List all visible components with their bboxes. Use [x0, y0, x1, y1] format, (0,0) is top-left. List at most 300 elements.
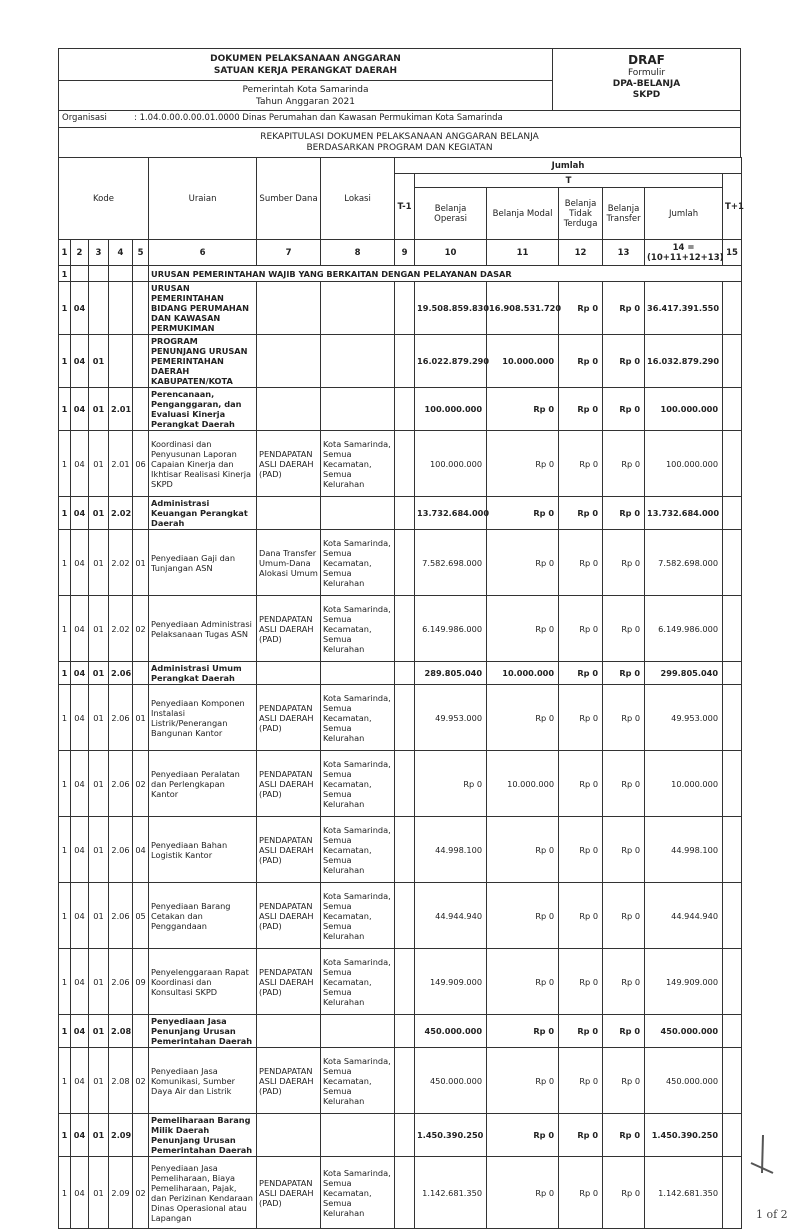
t-minus-1-cell	[395, 497, 415, 530]
table-row	[59, 1015, 742, 1048]
t-plus-1-cell	[723, 282, 742, 335]
kode-cell	[133, 1114, 149, 1157]
t-minus-1-cell	[395, 282, 415, 335]
title-line-2: SATUAN KERJA PERANGKAT DAERAH	[213, 66, 398, 76]
col-lokasi: Lokasi	[321, 158, 395, 240]
jumlah-cell: 100.000.000	[645, 388, 723, 431]
formulir-label: Formulir	[627, 68, 666, 78]
jumlah-cell: 13.732.684.000	[645, 497, 723, 530]
organisasi-value: : 1.04.0.00.0.00.01.0000 Dinas Perumahan dan Kawasan Permukiman Kota Samarinda	[134, 113, 503, 123]
belanja-modal-cell: Rp 0	[487, 1114, 559, 1157]
belanja-transfer-cell: Rp 0	[603, 949, 645, 1015]
kode-cell: 1	[59, 282, 71, 335]
uraian-cell: Penyediaan Administrasi Pelaksanaan Tugas ASN	[149, 596, 257, 662]
col-belanja-tidak-terduga: Belanja Tidak Terduga	[559, 188, 603, 240]
kode-cell: 01	[89, 685, 109, 751]
header-left	[59, 49, 553, 110]
belanja-transfer-cell: Rp 0	[603, 751, 645, 817]
organisasi-label: Organisasi	[62, 113, 107, 123]
table-row	[59, 596, 742, 662]
t-plus-1-cell	[723, 1157, 742, 1229]
kode-cell	[133, 662, 149, 685]
t-minus-1-cell	[395, 1157, 415, 1229]
table-row	[59, 497, 742, 530]
uraian-cell: Penyediaan Jasa Komunikasi, Sumber Daya Air dan Listrik	[149, 1048, 257, 1114]
belanja-modal-cell: 10.000.000	[487, 662, 559, 685]
belanja-transfer-cell: Rp 0	[603, 530, 645, 596]
kode-cell	[133, 266, 149, 282]
col-t: T	[415, 174, 723, 188]
uraian-cell: URUSAN PEMERINTAHAN BIDANG PERUMAHAN DAN KAWASAN PERMUKIMAN	[149, 282, 257, 335]
kode-cell: 01	[89, 949, 109, 1015]
jumlah-cell: 100.000.000	[645, 431, 723, 497]
kode-cell: 01	[89, 817, 109, 883]
belanja-operasi-cell: 450.000.000	[415, 1048, 487, 1114]
kode-cell: 1	[59, 817, 71, 883]
uraian-cell: Penyediaan Komponen Instalasi Listrik/Penerangan Bangunan Kantor	[149, 685, 257, 751]
jumlah-cell: 450.000.000	[645, 1048, 723, 1114]
belanja-tidak-terduga-cell: Rp 0	[559, 685, 603, 751]
lokasi-cell	[321, 1015, 395, 1048]
kode-cell: 1	[59, 1157, 71, 1229]
kode-cell: 05	[133, 883, 149, 949]
jumlah-cell: 1.450.390.250	[645, 1114, 723, 1157]
belanja-operasi-cell: 1.142.681.350	[415, 1157, 487, 1229]
t-minus-1-cell	[395, 431, 415, 497]
belanja-modal-cell: Rp 0	[487, 497, 559, 530]
jumlah-cell: 36.417.391.550	[645, 282, 723, 335]
skpd-label: SKPD	[632, 90, 661, 100]
belanja-operasi-cell: Rp 0	[415, 751, 487, 817]
belanja-operasi-cell: 13.732.684.000	[415, 497, 487, 530]
belanja-transfer-cell: Rp 0	[603, 282, 645, 335]
sumber-dana-cell: PENDAPATAN ASLI DAERAH (PAD)	[257, 817, 321, 883]
t-plus-1-cell	[723, 662, 742, 685]
column-number: 2	[71, 240, 89, 266]
kode-cell: 01	[89, 596, 109, 662]
kode-cell	[71, 266, 89, 282]
jumlah-cell: 44.944.940	[645, 883, 723, 949]
belanja-operasi-cell: 100.000.000	[415, 431, 487, 497]
sumber-dana-cell: PENDAPATAN ASLI DAERAH (PAD)	[257, 949, 321, 1015]
kode-cell: 1	[59, 431, 71, 497]
jumlah-cell: 7.582.698.000	[645, 530, 723, 596]
uraian-cell: URUSAN PEMERINTAHAN WAJIB YANG BERKAITAN DENGAN PELAYANAN DASAR	[149, 266, 742, 282]
budget-table	[58, 157, 742, 1229]
belanja-operasi-cell: 16.022.879.290	[415, 335, 487, 388]
belanja-modal-cell: Rp 0	[487, 388, 559, 431]
t-plus-1-cell	[723, 335, 742, 388]
kode-cell	[133, 1015, 149, 1048]
kode-cell: 01	[89, 530, 109, 596]
table-row	[59, 282, 742, 335]
sumber-dana-cell: Dana Transfer Umum-Dana Alokasi Umum	[257, 530, 321, 596]
uraian-cell: Penyediaan Jasa Penunjang Urusan Pemerintahan Daerah	[149, 1015, 257, 1048]
col-t-minus-1: T-1	[395, 174, 415, 240]
uraian-cell: Penyediaan Gaji dan Tunjangan ASN	[149, 530, 257, 596]
kode-cell	[133, 388, 149, 431]
pemda-label: Pemerintah Kota Samarinda	[242, 85, 369, 95]
lokasi-cell: Kota Samarinda, Semua Kecamatan, Semua Kelurahan	[321, 949, 395, 1015]
t-minus-1-cell	[395, 1015, 415, 1048]
belanja-transfer-cell: Rp 0	[603, 817, 645, 883]
kode-cell: 1	[59, 883, 71, 949]
kode-cell: 2.02	[109, 530, 133, 596]
kode-cell	[133, 335, 149, 388]
kode-cell: 02	[133, 1048, 149, 1114]
belanja-transfer-cell: Rp 0	[603, 388, 645, 431]
belanja-tidak-terduga-cell: Rp 0	[559, 883, 603, 949]
column-number: 5	[133, 240, 149, 266]
table-row	[59, 335, 742, 388]
belanja-tidak-terduga-cell: Rp 0	[559, 596, 603, 662]
belanja-modal-cell: Rp 0	[487, 1048, 559, 1114]
kode-cell: 2.06	[109, 685, 133, 751]
table-row	[59, 1048, 742, 1114]
kode-cell: 02	[133, 596, 149, 662]
kode-cell	[109, 282, 133, 335]
t-plus-1-cell	[723, 431, 742, 497]
belanja-operasi-cell: 44.944.940	[415, 883, 487, 949]
sumber-dana-cell: PENDAPATAN ASLI DAERAH (PAD)	[257, 596, 321, 662]
kode-cell: 01	[133, 685, 149, 751]
uraian-cell: Administrasi Keuangan Perangkat Daerah	[149, 497, 257, 530]
kode-cell: 02	[133, 1157, 149, 1229]
sumber-dana-cell	[257, 388, 321, 431]
kode-cell: 04	[71, 1157, 89, 1229]
belanja-operasi-cell: 19.508.859.830	[415, 282, 487, 335]
document-title	[59, 49, 552, 81]
kode-cell: 2.09	[109, 1114, 133, 1157]
header-sub	[59, 81, 552, 110]
column-number: 8	[321, 240, 395, 266]
column-number-row	[59, 240, 742, 266]
kode-cell: 2.08	[109, 1015, 133, 1048]
kode-cell	[133, 282, 149, 335]
t-plus-1-cell	[723, 388, 742, 431]
kode-cell: 04	[71, 431, 89, 497]
jumlah-cell: 299.805.040	[645, 662, 723, 685]
belanja-operasi-cell: 7.582.698.000	[415, 530, 487, 596]
sumber-dana-cell: PENDAPATAN ASLI DAERAH (PAD)	[257, 751, 321, 817]
kode-cell: 04	[71, 949, 89, 1015]
kode-cell: 2.06	[109, 949, 133, 1015]
kode-cell: 1	[59, 335, 71, 388]
t-plus-1-cell	[723, 596, 742, 662]
col-uraian: Uraian	[149, 158, 257, 240]
lokasi-cell: Kota Samarinda, Semua Kecamatan, Semua Kelurahan	[321, 883, 395, 949]
lokasi-cell: Kota Samarinda, Semua Kecamatan, Semua Kelurahan	[321, 596, 395, 662]
belanja-transfer-cell: Rp 0	[603, 1114, 645, 1157]
kode-cell: 04	[71, 751, 89, 817]
kode-cell: 04	[71, 530, 89, 596]
jumlah-cell: 450.000.000	[645, 1015, 723, 1048]
kode-cell: 04	[71, 883, 89, 949]
belanja-tidak-terduga-cell: Rp 0	[559, 530, 603, 596]
kode-cell: 1	[59, 530, 71, 596]
uraian-cell: Perencanaan, Penganggaran, dan Evaluasi Kinerja Perangkat Daerah	[149, 388, 257, 431]
kode-cell: 1	[59, 949, 71, 1015]
kode-cell: 1	[59, 662, 71, 685]
uraian-cell: Penyediaan Bahan Logistik Kantor	[149, 817, 257, 883]
page-number: 1 of 2	[756, 1208, 788, 1221]
lokasi-cell	[321, 497, 395, 530]
t-plus-1-cell	[723, 751, 742, 817]
sumber-dana-cell	[257, 335, 321, 388]
kode-cell: 01	[89, 335, 109, 388]
sumber-dana-cell	[257, 662, 321, 685]
kode-cell: 2.01	[109, 431, 133, 497]
rekap-line-1: REKAPITULASI DOKUMEN PELAKSANAAN ANGGARAN BELANJA	[260, 132, 539, 142]
belanja-operasi-cell: 289.805.040	[415, 662, 487, 685]
t-minus-1-cell	[395, 335, 415, 388]
uraian-cell: Koordinasi dan Penyusunan Laporan Capaian Kinerja dan Ikhtisar Realisasi Kinerja SKPD	[149, 431, 257, 497]
kode-cell: 01	[89, 1015, 109, 1048]
draf-label: DRAF	[628, 53, 665, 67]
t-minus-1-cell	[395, 1114, 415, 1157]
column-number: 4	[109, 240, 133, 266]
table-row	[59, 751, 742, 817]
kode-cell: 04	[71, 817, 89, 883]
belanja-tidak-terduga-cell: Rp 0	[559, 1048, 603, 1114]
table-row	[59, 1157, 742, 1229]
table-row	[59, 883, 742, 949]
t-minus-1-cell	[395, 883, 415, 949]
belanja-transfer-cell: Rp 0	[603, 497, 645, 530]
belanja-modal-cell: Rp 0	[487, 949, 559, 1015]
title-line-1: DOKUMEN PELAKSANAAN ANGGARAN	[210, 54, 401, 64]
t-plus-1-cell	[723, 497, 742, 530]
kode-cell: 04	[71, 662, 89, 685]
uraian-cell: Penyediaan Barang Cetakan dan Penggandaan	[149, 883, 257, 949]
lokasi-cell: Kota Samarinda, Semua Kecamatan, Semua Kelurahan	[321, 751, 395, 817]
kode-cell: 1	[59, 596, 71, 662]
t-minus-1-cell	[395, 388, 415, 431]
kode-cell: 01	[89, 497, 109, 530]
belanja-tidak-terduga-cell: Rp 0	[559, 662, 603, 685]
lokasi-cell: Kota Samarinda, Semua Kecamatan, Semua Kelurahan	[321, 685, 395, 751]
kode-cell: 04	[71, 685, 89, 751]
t-minus-1-cell	[395, 530, 415, 596]
kode-cell: 1	[59, 685, 71, 751]
lokasi-cell: Kota Samarinda, Semua Kecamatan, Semua Kelurahan	[321, 1157, 395, 1229]
belanja-transfer-cell: Rp 0	[603, 431, 645, 497]
kode-cell: 02	[133, 751, 149, 817]
t-plus-1-cell	[723, 883, 742, 949]
kode-cell: 04	[71, 1015, 89, 1048]
t-plus-1-cell	[723, 1015, 742, 1048]
kode-cell: 01	[89, 751, 109, 817]
table-row	[59, 530, 742, 596]
belanja-transfer-cell: Rp 0	[603, 883, 645, 949]
kode-cell: 2.06	[109, 817, 133, 883]
jumlah-cell: 16.032.879.290	[645, 335, 723, 388]
kode-cell: 1	[59, 1015, 71, 1048]
belanja-transfer-cell: Rp 0	[603, 596, 645, 662]
column-number: 15	[723, 240, 742, 266]
kode-cell: 2.06	[109, 751, 133, 817]
sumber-dana-cell: PENDAPATAN ASLI DAERAH (PAD)	[257, 1157, 321, 1229]
t-minus-1-cell	[395, 949, 415, 1015]
kode-cell: 01	[89, 1114, 109, 1157]
lokasi-cell: Kota Samarinda, Semua Kecamatan, Semua Kelurahan	[321, 817, 395, 883]
column-number: 12	[559, 240, 603, 266]
belanja-modal-cell: Rp 0	[487, 596, 559, 662]
belanja-operasi-cell: 44.998.100	[415, 817, 487, 883]
col-belanja-modal: Belanja Modal	[487, 188, 559, 240]
kode-cell: 2.02	[109, 596, 133, 662]
kode-cell: 09	[133, 949, 149, 1015]
kode-cell: 1	[59, 751, 71, 817]
belanja-modal-cell: Rp 0	[487, 1015, 559, 1048]
kode-cell: 2.02	[109, 497, 133, 530]
table-row	[59, 949, 742, 1015]
lokasi-cell	[321, 388, 395, 431]
signature-mark	[747, 1133, 777, 1178]
kode-cell: 04	[71, 497, 89, 530]
kode-cell: 04	[71, 1048, 89, 1114]
jumlah-cell: 49.953.000	[645, 685, 723, 751]
belanja-tidak-terduga-cell: Rp 0	[559, 751, 603, 817]
sumber-dana-cell: PENDAPATAN ASLI DAERAH (PAD)	[257, 431, 321, 497]
belanja-operasi-cell: 450.000.000	[415, 1015, 487, 1048]
kode-cell: 06	[133, 431, 149, 497]
jumlah-cell: 44.998.100	[645, 817, 723, 883]
kode-cell: 01	[89, 1157, 109, 1229]
belanja-modal-cell: Rp 0	[487, 685, 559, 751]
kode-cell: 2.06	[109, 662, 133, 685]
kode-cell: 01	[89, 1048, 109, 1114]
t-plus-1-cell	[723, 949, 742, 1015]
t-plus-1-cell	[723, 1048, 742, 1114]
t-minus-1-cell	[395, 817, 415, 883]
t-minus-1-cell	[395, 1048, 415, 1114]
organisasi-row	[58, 110, 741, 127]
lokasi-cell: Kota Samarinda, Semua Kecamatan, Semua Kelurahan	[321, 1048, 395, 1114]
kode-cell	[89, 282, 109, 335]
t-minus-1-cell	[395, 662, 415, 685]
belanja-transfer-cell: Rp 0	[603, 1157, 645, 1229]
table-row	[59, 1114, 742, 1157]
t-plus-1-cell	[723, 685, 742, 751]
lokasi-cell: Kota Samarinda, Semua Kecamatan, Semua Kelurahan	[321, 431, 395, 497]
belanja-operasi-cell: 100.000.000	[415, 388, 487, 431]
table-row	[59, 817, 742, 883]
kode-cell: 04	[71, 596, 89, 662]
belanja-modal-cell: Rp 0	[487, 883, 559, 949]
belanja-modal-cell: 10.000.000	[487, 335, 559, 388]
belanja-modal-cell: 16.908.531.720	[487, 282, 559, 335]
kode-cell: 01	[89, 883, 109, 949]
belanja-modal-cell: Rp 0	[487, 530, 559, 596]
table-row	[59, 662, 742, 685]
uraian-cell: Pemeliharaan Barang Milik Daerah Penunjang Urusan Pemerintahan Daerah	[149, 1114, 257, 1157]
sumber-dana-cell	[257, 282, 321, 335]
jumlah-cell: 149.909.000	[645, 949, 723, 1015]
uraian-cell: Administrasi Umum Perangkat Daerah	[149, 662, 257, 685]
belanja-operasi-cell: 149.909.000	[415, 949, 487, 1015]
kode-cell	[89, 266, 109, 282]
t-minus-1-cell	[395, 596, 415, 662]
t-plus-1-cell	[723, 530, 742, 596]
kode-cell: 01	[89, 662, 109, 685]
col-sumber-dana: Sumber Dana	[257, 158, 321, 240]
belanja-operasi-cell: 49.953.000	[415, 685, 487, 751]
uraian-cell: Penyelenggaraan Rapat Koordinasi dan Konsultasi SKPD	[149, 949, 257, 1015]
tahun-label: Tahun Anggaran 2021	[256, 97, 355, 107]
lokasi-cell	[321, 1114, 395, 1157]
column-number: 14 = (10+11+12+13)	[645, 240, 723, 266]
belanja-tidak-terduga-cell: Rp 0	[559, 388, 603, 431]
document-header	[58, 48, 741, 110]
kode-cell: 1	[59, 1114, 71, 1157]
kode-cell	[109, 266, 133, 282]
kode-cell	[133, 497, 149, 530]
table-row	[59, 431, 742, 497]
kode-cell: 01	[133, 530, 149, 596]
form-code-box	[553, 49, 740, 110]
belanja-transfer-cell: Rp 0	[603, 662, 645, 685]
lokasi-cell	[321, 282, 395, 335]
kode-cell: 04	[71, 335, 89, 388]
belanja-tidak-terduga-cell: Rp 0	[559, 1114, 603, 1157]
dpa-sheet	[58, 48, 744, 1229]
col-kode: Kode	[59, 158, 149, 240]
t-plus-1-cell	[723, 1114, 742, 1157]
jumlah-cell: 1.142.681.350	[645, 1157, 723, 1229]
t-plus-1-cell	[723, 817, 742, 883]
uraian-cell: Penyediaan Jasa Pemeliharaan, Biaya Pemeliharaan, Pajak, dan Perizinan Kendaraan Dinas Operasional atau Lapangan	[149, 1157, 257, 1229]
column-number: 6	[149, 240, 257, 266]
jumlah-cell: 6.149.986.000	[645, 596, 723, 662]
col-belanja-transfer: Belanja Transfer	[603, 188, 645, 240]
column-number: 1	[59, 240, 71, 266]
kode-cell: 04	[133, 817, 149, 883]
kode-cell: 04	[71, 388, 89, 431]
kode-cell: 04	[71, 1114, 89, 1157]
rekap-line-2: BERDASARKAN PROGRAM DAN KEGIATAN	[306, 143, 493, 153]
belanja-transfer-cell: Rp 0	[603, 685, 645, 751]
kode-cell: 1	[59, 1048, 71, 1114]
table-row	[59, 266, 742, 282]
lokasi-cell: Kota Samarinda, Semua Kecamatan, Semua Kelurahan	[321, 530, 395, 596]
kode-cell: 2.01	[109, 388, 133, 431]
lokasi-cell	[321, 662, 395, 685]
kode-cell: 2.06	[109, 883, 133, 949]
belanja-transfer-cell: Rp 0	[603, 1015, 645, 1048]
col-jumlah: Jumlah	[645, 188, 723, 240]
belanja-tidak-terduga-cell: Rp 0	[559, 431, 603, 497]
column-number: 13	[603, 240, 645, 266]
belanja-transfer-cell: Rp 0	[603, 335, 645, 388]
sumber-dana-cell	[257, 1114, 321, 1157]
belanja-modal-cell: 10.000.000	[487, 751, 559, 817]
sumber-dana-cell	[257, 1015, 321, 1048]
col-t-plus-1: T+1	[723, 174, 742, 240]
belanja-tidak-terduga-cell: Rp 0	[559, 1015, 603, 1048]
belanja-modal-cell: Rp 0	[487, 817, 559, 883]
kode-cell: 2.09	[109, 1157, 133, 1229]
belanja-tidak-terduga-cell: Rp 0	[559, 949, 603, 1015]
uraian-cell: Penyediaan Peralatan dan Perlengkapan Kantor	[149, 751, 257, 817]
sumber-dana-cell: PENDAPATAN ASLI DAERAH (PAD)	[257, 685, 321, 751]
column-number: 9	[395, 240, 415, 266]
sumber-dana-cell: PENDAPATAN ASLI DAERAH (PAD)	[257, 883, 321, 949]
belanja-modal-cell: Rp 0	[487, 431, 559, 497]
dpa-label: DPA-BELANJA	[612, 79, 681, 89]
kode-cell: 01	[89, 431, 109, 497]
kode-cell: 2.08	[109, 1048, 133, 1114]
